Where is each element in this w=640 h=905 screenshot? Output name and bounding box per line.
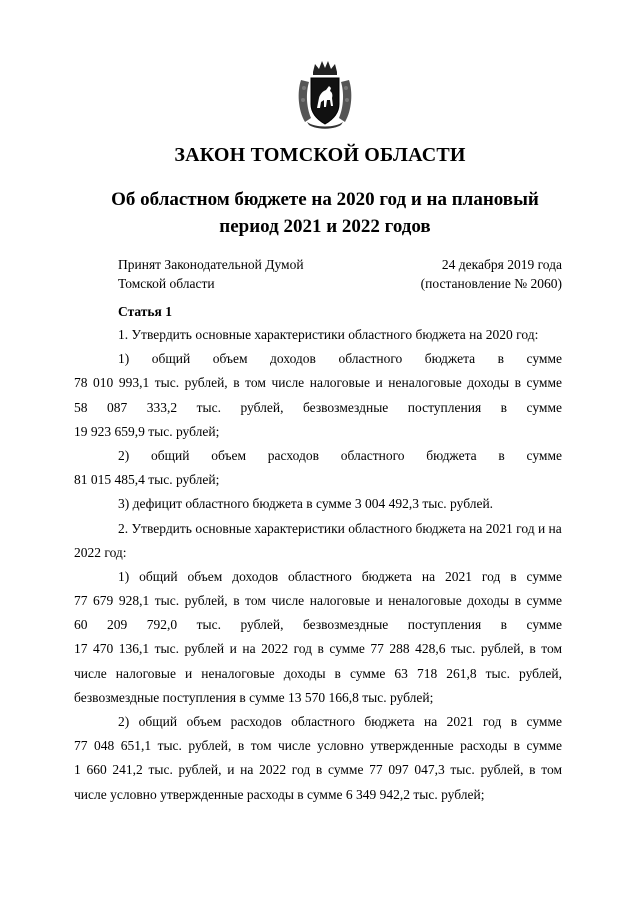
text-line: 1. Утвердить основные характеристики областного бюджета на 2020 год: — [118, 327, 539, 342]
text-line: 1) общий объем доходов областного бюджета в сумме — [118, 351, 562, 367]
article-body — [74, 323, 562, 807]
text-line: 1 660 241,2 тыс. рублей, и на 2022 год в сумме 77 097 047,3 тыс. рублей, в том — [74, 762, 562, 778]
text-line: 2022 год: — [74, 544, 127, 560]
resolution-number: (постановление № 2060) — [420, 276, 562, 291]
adoption-body — [118, 255, 304, 293]
text-line: 81 015 485,4 тыс. рублей; — [74, 472, 220, 488]
document-title: ЗАКОН ТОМСКОЙ ОБЛАСТИ — [174, 144, 466, 166]
adoption-body-line-2: Томской области — [118, 276, 215, 291]
text-line: 58 087 333,2 тыс. рублей, безвозмездные поступления в сумме — [74, 399, 562, 415]
text-line: 19 923 659,9 тыс. рублей; — [74, 423, 220, 439]
text-line: числе условно утвержденные расходы в сумме 6 349 942,2 тыс. рублей; — [74, 786, 485, 802]
text-line: 1) общий объем доходов областного бюджета на 2021 год в сумме — [118, 568, 562, 584]
text-line: 17 470 136,1 тыс. рублей и на 2022 год в сумме 77 288 428,6 тыс. рублей, в том — [74, 641, 562, 657]
article-heading: Статья 1 — [118, 304, 172, 319]
document-subtitle — [90, 186, 560, 240]
coat-of-arms-icon — [295, 58, 355, 130]
text-line: числе налоговые и неналоговые доходы в сумме 63 718 261,8 тыс. рублей, — [74, 665, 562, 681]
text-line: 77 679 928,1 тыс. рублей, в том числе налоговые и неналоговые доходы в сумме — [74, 593, 562, 609]
text-line: 2) общий объем расходов областного бюджета в сумме — [118, 447, 562, 463]
subtitle-line-1: Об областном бюджете на 2020 год и на плановый — [111, 189, 539, 210]
text-line: безвозмездные поступления в сумме 13 570 166,8 тыс. рублей; — [74, 689, 434, 705]
text-line: 2) общий объем расходов областного бюджета на 2021 год в сумме — [118, 714, 562, 729]
text-line: 2. Утвердить основные характеристики областного бюджета на 2021 год и на — [118, 520, 562, 536]
text-line: 78 010 993,1 тыс. рублей, в том числе налоговые и неналоговые доходы в сумме — [74, 375, 562, 391]
text-line: 77 048 651,1 тыс. рублей, в том числе условно утвержденные расходы в сумме — [74, 738, 562, 754]
adoption-body-line-1: Принят Законодательной Думой — [118, 257, 304, 272]
text-line: 60 209 792,0 тыс. рублей, безвозмездные поступления в сумме — [74, 617, 562, 633]
adoption-date — [421, 255, 562, 293]
text-line: 3) дефицит областного бюджета в сумме 3 004 492,3 тыс. рублей. — [118, 496, 494, 512]
subtitle-line-2: период 2021 и 2022 годов — [219, 216, 431, 237]
adoption-date-line: 24 декабря 2019 года — [441, 257, 562, 272]
